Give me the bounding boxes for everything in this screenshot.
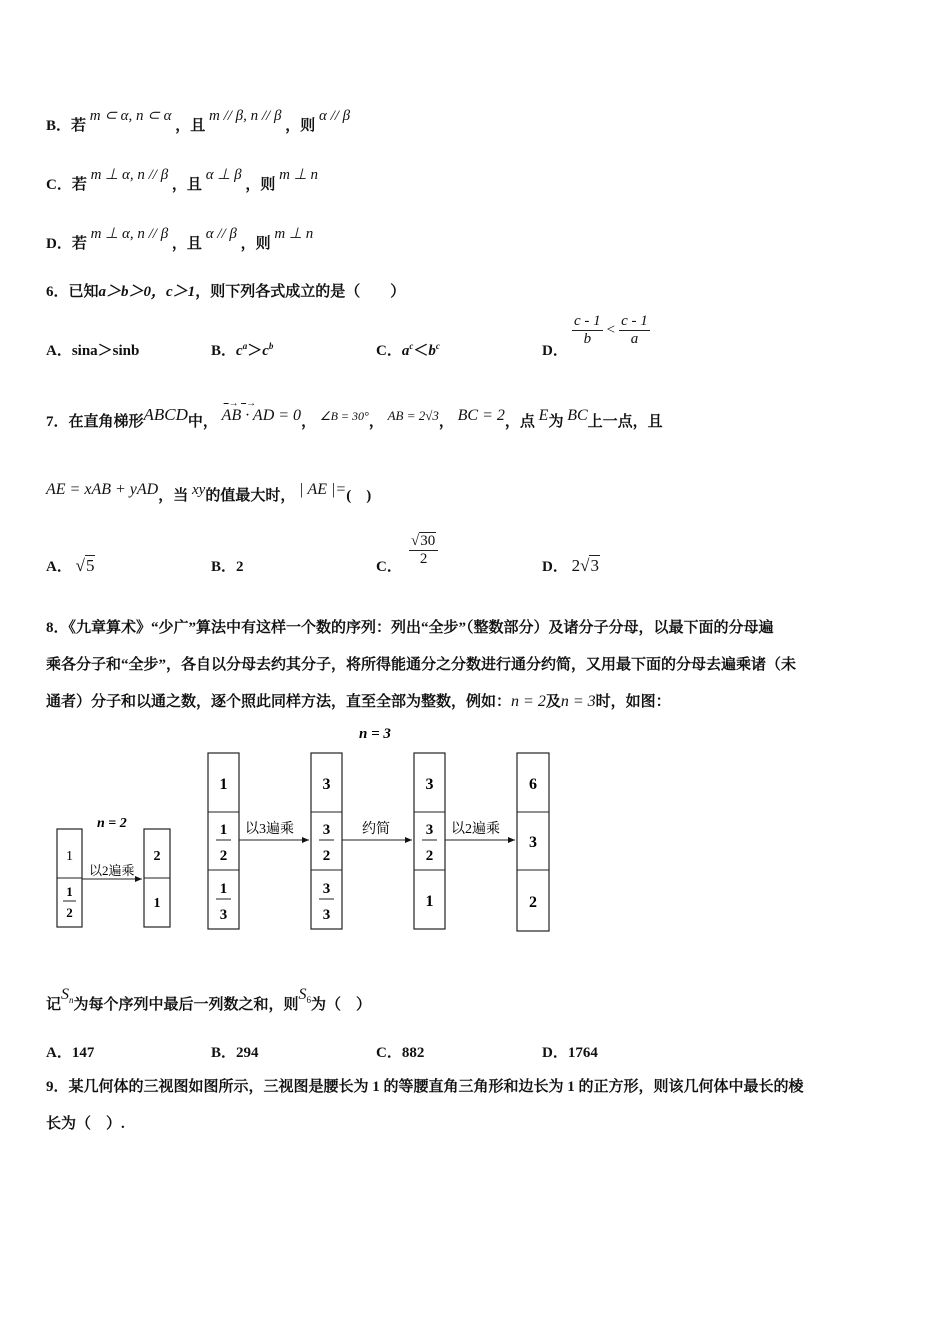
svg-text:6: 6	[529, 776, 537, 793]
svg-text:3: 3	[322, 907, 331, 923]
q7-option-c-fraction: $\frac{√30}{2}$	[409, 533, 438, 568]
n2-c2-cell-2: 1	[153, 896, 161, 911]
q7-option-d[interactable]: D． 2√3	[542, 556, 599, 575]
n3-title: n = 3	[359, 726, 391, 742]
svg-text:3: 3	[219, 907, 228, 923]
n3-column-1	[208, 753, 239, 929]
svg-text:2: 2	[219, 848, 228, 864]
n2-c1-cell-2	[63, 884, 76, 920]
n3-arrow-3-label: 以2遍乘	[451, 822, 500, 837]
svg-text:3: 3	[322, 822, 331, 838]
n2-column-1	[57, 829, 82, 927]
q5-option-c[interactable]: C．若 m ⊥ α, n // β ，且 α ⊥ β ，则 m ⊥ n	[46, 167, 319, 193]
n3-column-3	[414, 753, 445, 929]
svg-text:1: 1	[219, 776, 228, 793]
q6-option-c[interactable]: C．$a^c<b^c$	[376, 341, 440, 359]
q8-option-d[interactable]: D．1764	[542, 1045, 598, 1061]
q6-option-d[interactable]: D．	[542, 343, 568, 359]
svg-text:1: 1	[425, 893, 434, 910]
n2-c2-cell-1: 2	[153, 849, 161, 864]
q8-note: 记$S_n$为每个序列中最后一列数之和，则$S_6$为（ ）	[46, 986, 372, 1013]
q6-option-d-expression: $\frac{c - 1}{b}$ < $\frac{c - 1}{a}$	[574, 313, 648, 347]
n3-arrow-1-label: 以3遍乘	[245, 822, 294, 837]
q8-option-c[interactable]: C．882	[376, 1045, 425, 1061]
svg-text:3: 3	[322, 776, 331, 793]
q6-stem: 6．已知a＞b＞0，c＞1，则下列各式成立的是（ ）	[46, 284, 406, 300]
q8-stem-line2: 乘各分子和“全步”，各自以分母去约其分子，将所得能通分之分数进行通分约简，又用最下面的分母去遍乘诸（未	[46, 657, 797, 673]
n2-column-2	[144, 829, 170, 927]
n2-c1-cell-1: 1	[66, 849, 73, 864]
q8-stem-line3: 通者）分子和以通之数，逐个照此同样方法，直至全部为整数，例如：n = 2及n = 3时，如图：	[46, 693, 671, 710]
q5-option-d[interactable]: D．若 m ⊥ α, n // β ，且 α // β ，则 m ⊥ n	[46, 226, 314, 252]
q8-stem-line1: 8．《九章算术》“少广”算法中有这样一个数的序列：列出“全步”（整数部分）及诸分子分母，以最下面的分母遍	[46, 620, 774, 636]
q7-option-c[interactable]: C．	[376, 559, 402, 575]
svg-text:2: 2	[66, 905, 73, 920]
svg-text:2: 2	[322, 848, 331, 864]
n3-column-2	[311, 753, 342, 929]
svg-text:2: 2	[529, 894, 537, 911]
q7-stem-line1: 7．在直角梯形ABCD中， ⎯→ ⎯→ AB · AD = 0， $^{\angle B = 30^\circ}$， AB = 2√3， BC = 2，点 E为 BC上一点，且	[46, 398, 663, 430]
q9-stem-line2: 长为（ ）.	[46, 1116, 125, 1132]
svg-text:2: 2	[425, 848, 434, 864]
svg-text:1: 1	[66, 884, 73, 899]
svg-text:1: 1	[219, 822, 228, 838]
svg-text:3: 3	[322, 881, 331, 897]
n2-title: n = 2	[97, 816, 127, 831]
q8-option-b[interactable]: B．294	[211, 1045, 259, 1061]
q6-option-b[interactable]: B．$c^a>c^b$	[211, 341, 274, 359]
q7-option-b[interactable]: B．2	[211, 559, 244, 575]
q5-option-b[interactable]: B．若 m ⊂ α, n ⊂ α ，且 m // β, n // β ，则 α // β	[46, 108, 351, 134]
svg-text:3: 3	[425, 822, 434, 838]
n3-arrow-2-label: 约简	[362, 822, 390, 837]
svg-text:1: 1	[219, 881, 228, 897]
q9-stem-line1: 9．某几何体的三视图如图所示，三视图是腰长为 1 的等腰直角三角形和边长为 1 的正方形，则该几何体中最长的棱	[46, 1079, 804, 1095]
n3-column-4	[517, 753, 549, 931]
q7-stem-line2: AE = xAB + yAD，当 xy的值最大时， | AE |=( )	[46, 481, 372, 504]
svg-text:3: 3	[529, 834, 537, 851]
q6-option-a[interactable]: A．sina＞sinb	[46, 343, 140, 359]
q7-option-a[interactable]: A． √5	[46, 556, 95, 575]
n2-arrow-label: 以2遍乘	[89, 863, 135, 878]
q8-option-a[interactable]: A．147	[46, 1045, 95, 1061]
svg-text:3: 3	[425, 776, 434, 793]
